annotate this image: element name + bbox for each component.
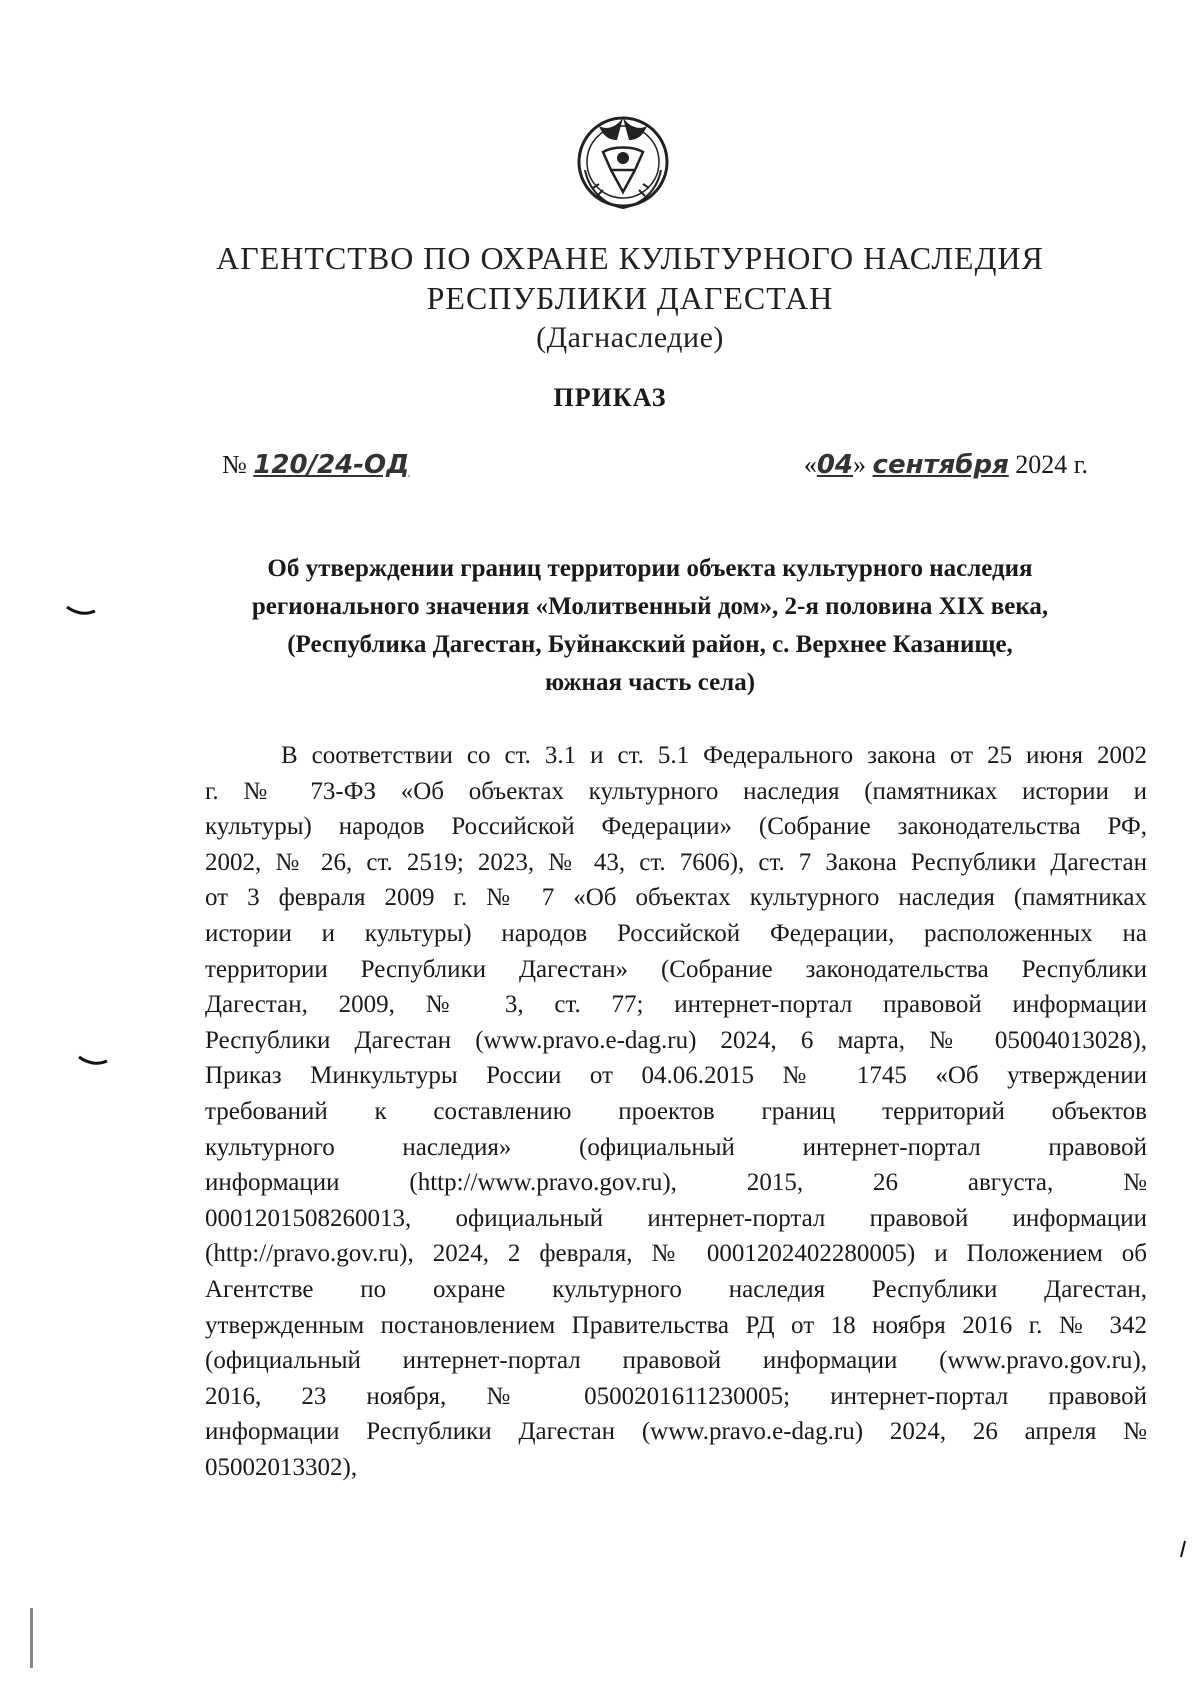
body-line: 05002013302), bbox=[205, 1453, 358, 1481]
body-line: Приказ Минкультуры России от 04.06.2015 № 1745 «Об утверждении bbox=[205, 1062, 1147, 1090]
subject-line: южная часть села) bbox=[544, 669, 756, 696]
document-type-title: ПРИКАЗ bbox=[553, 383, 667, 412]
order-date: «04» сентября 2024 г. bbox=[803, 450, 1088, 480]
agency-short-name: (Дагнаследие) bbox=[536, 321, 724, 354]
body-line: информации (http://www.pravo.gov.ru), 2015, 26 августа, № bbox=[205, 1169, 1147, 1197]
body-line: В соответствии со ст. 3.1 и ст. 5.1 Федерального закона от 25 июня 2002 bbox=[281, 742, 1147, 769]
agency-name-line2: РЕСПУБЛИКИ ДАГЕСТАН bbox=[426, 280, 834, 316]
binding-hole-mark bbox=[66, 605, 96, 617]
order-body bbox=[205, 738, 1147, 1485]
agency-name-line1: АГЕНТСТВО ПО ОХРАНЕ КУЛЬТУРНОГО НАСЛЕДИЯ bbox=[216, 240, 1044, 276]
body-line: 2002, № 26, ст. 2519; 2023, № 43, ст. 7606), ст. 7 Закона Республики Дагестан bbox=[205, 848, 1147, 876]
order-subject bbox=[200, 550, 1100, 702]
body-line: г. № 73-ФЗ «Об объектах культурного наследия (памятниках истории и bbox=[205, 777, 1147, 805]
scan-edge-line bbox=[30, 1608, 33, 1668]
body-line: территории Республики Дагестан» (Собрание законодательства Республики bbox=[205, 955, 1147, 983]
subject-line: (Республика Дагестан, Буйнакский район, с. Верхнее Казанище, bbox=[287, 631, 1013, 658]
body-line: 2016, 23 ноября, № 0500201611230005; интернет-портал правовой bbox=[205, 1382, 1147, 1410]
number-prefix: № bbox=[222, 450, 247, 479]
date-year: 2024 г. bbox=[1015, 450, 1088, 479]
body-line: требований к составлению проектов границ территорий объектов bbox=[205, 1097, 1147, 1125]
scan-artifact-mark bbox=[1180, 1540, 1186, 1558]
body-line: Агентстве по охране культурного наследия Республики Дагестан, bbox=[205, 1275, 1147, 1303]
subject-line: Об утверждении границ территории объекта культурного наследия bbox=[267, 555, 1033, 582]
coat-of-arms-emblem bbox=[563, 100, 683, 220]
order-number bbox=[222, 450, 409, 480]
body-line: утвержденным постановлением Правительства РД от 18 ноября 2016 г. № 342 bbox=[205, 1311, 1147, 1339]
body-line: культуры) народов Российской Федерации» (Собрание законодательства РФ, bbox=[205, 813, 1147, 841]
body-line: истории и культуры) народов Российской Федерации, расположенных на bbox=[205, 919, 1147, 947]
binding-hole-mark bbox=[78, 1055, 108, 1067]
body-line: Республики Дагестан (www.pravo.e-dag.ru) 2024, 6 марта, № 05004013028), bbox=[205, 1026, 1147, 1054]
subject-line: регионального значения «Молитвенный дом», 2-я половина XIX века, bbox=[251, 593, 1049, 620]
body-line: (официальный интернет-портал правовой информации (www.pravo.gov.ru), bbox=[205, 1347, 1147, 1375]
body-line: 0001201508260013, официальный интернет-портал правовой информации bbox=[205, 1204, 1147, 1232]
body-line: (http://pravo.gov.ru), 2024, 2 февраля, № 0001202402280005) и Положением об bbox=[205, 1240, 1147, 1268]
handwritten-number: 120/24-ОД bbox=[253, 450, 410, 480]
date-day: 04 bbox=[816, 450, 854, 480]
date-month: сентября bbox=[872, 450, 1009, 480]
body-line: от 3 февраля 2009 г. № 7 «Об объектах культурного наследия (памятниках bbox=[205, 884, 1147, 912]
body-line: культурного наследия» (официальный интернет-портал правовой bbox=[205, 1133, 1147, 1161]
body-line: Дагестан, 2009, № 3, ст. 77; интернет-портал правовой информации bbox=[205, 991, 1147, 1019]
body-line: информации Республики Дагестан (www.pravo.e-dag.ru) 2024, 26 апреля № bbox=[205, 1418, 1147, 1446]
